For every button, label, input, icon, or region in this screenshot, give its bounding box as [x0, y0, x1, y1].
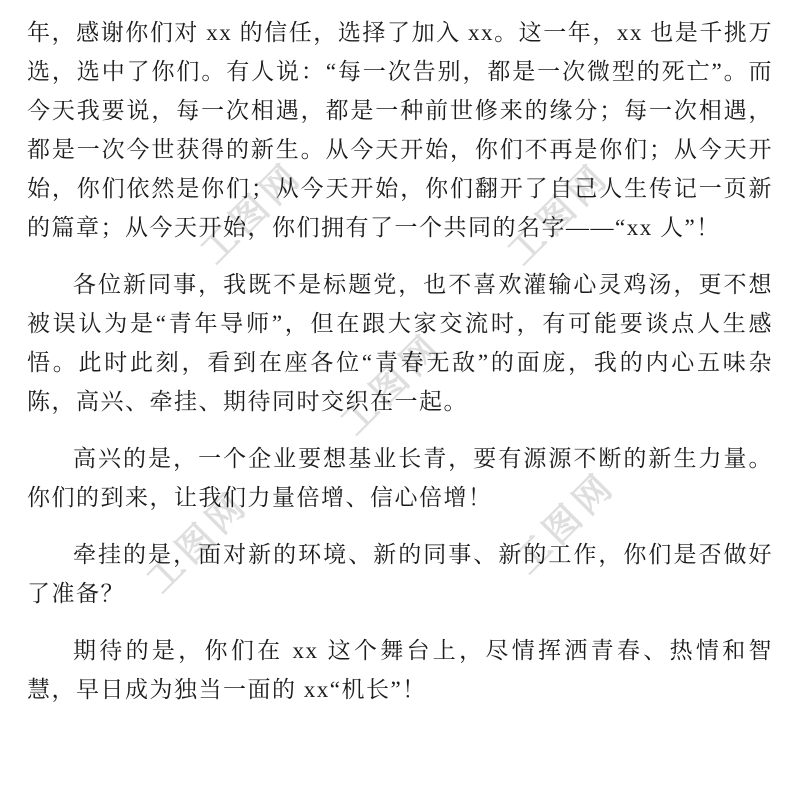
- watermark-text: 工图网: [333, 325, 451, 443]
- paragraph: 年，感谢你们对 xx 的信任，选择了加入 xx。这一年，xx 也是千挑万选，选中了你们。有人说：“每一次告别，都是一次微型的死亡”。而今天我要说，每一次相遇，都是一种前世修来的缘分；每一次相遇，都是一次今世获得的新生。从今天开始，你们不再是你们；从今天开始，你们依然是你们；从今天开始，你们翻开了自己人生传记一页新的篇章；从今天开始，你们拥有了一个共同的名字——“xx 人”！: [27, 20, 773, 240]
- watermark-text: 工图网: [193, 154, 311, 272]
- watermark-text: 工图网: [139, 483, 257, 601]
- watermark-text: 工图网: [506, 464, 624, 582]
- paragraph: 牵挂的是，面对新的环境、新的同事、新的工作，你们是否做好了准备？: [27, 542, 773, 606]
- paragraph: 高兴的是，一个企业要想基业长青，要有源源不断的新生力量。你们的到来，让我们力量倍增、信心倍增！: [27, 446, 773, 510]
- paragraph: 各位新同事，我既不是标题党，也不喜欢灌输心灵鸡汤，更不想被误认为是“青年导师”，但在跟大家交流时，有可能要谈点人生感悟。此时此刻，看到在座各位“青春无敌”的面庞，我的内心五味杂陈，高兴、牵挂、期待同时交织在一起。: [27, 272, 773, 414]
- watermark-text: 工图网: [500, 155, 618, 273]
- paragraph: 期待的是，你们在 xx 这个舞台上，尽情挥洒青春、热情和智慧，早日成为独当一面的 xx“机长”！: [27, 638, 773, 702]
